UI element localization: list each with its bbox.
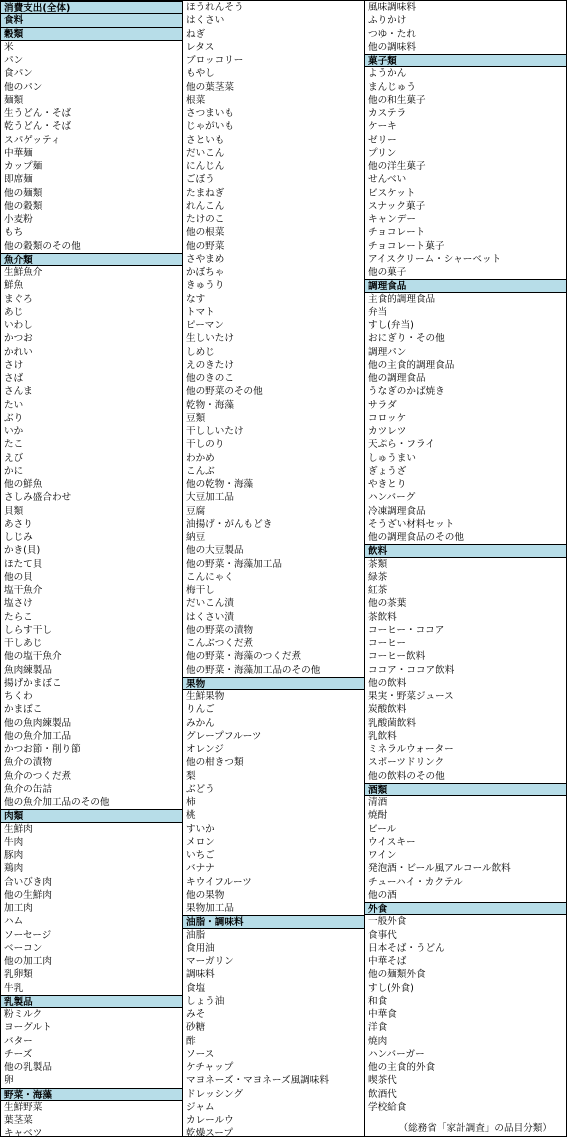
table-row: ゼリー (368, 134, 397, 146)
table-row: 他の酒 (368, 889, 397, 901)
table-row: 他の野菜・海藻加工品 (186, 558, 282, 570)
table-row: しらす干し (4, 624, 52, 636)
table-row: みかん (186, 717, 215, 729)
table-row: 豆類 (186, 412, 206, 424)
table-row: ぶどう (186, 783, 215, 795)
table-row: さけ (4, 359, 24, 371)
table-row: 和食 (368, 995, 388, 1007)
table-row: 魚介のつくだ煮 (4, 770, 72, 782)
table-row: せんべい (368, 174, 407, 186)
table-row: 他の果物 (186, 889, 225, 901)
table-row: グレープフルーツ (186, 730, 262, 742)
table-row: 炭酸飲料 (368, 704, 407, 716)
table-row: 他の野菜 (186, 240, 225, 252)
table-row: もやし (186, 68, 215, 80)
table-row: 即席麺 (4, 174, 33, 186)
table-row: 他の主食的外食 (368, 1062, 436, 1073)
table-row: ようかん (368, 68, 407, 80)
table-row: 紅茶 (368, 585, 388, 596)
table-row: 梅干し (186, 585, 215, 596)
table-row: 生しいたけ (186, 333, 234, 345)
table-row: レタス (186, 41, 215, 53)
table-row: 粉ミルク (4, 1009, 43, 1020)
table-row: 魚肉練製品 (4, 664, 52, 676)
table-row: 揚げかまぼこ (4, 677, 62, 689)
table-row: 他の麺類外食 (368, 969, 426, 981)
table-row: じゃがいも (186, 121, 234, 133)
table-row: 他の野菜・海藻加工品のその他 (186, 664, 321, 676)
table-row: 牛乳 (4, 982, 24, 994)
table-row: ベーコン (4, 942, 43, 954)
table-row: 他の根菜 (186, 227, 225, 239)
table-row: ぎょうざ (368, 465, 407, 477)
table-row: えのきたけ (186, 359, 234, 371)
table-row: 中華食 (368, 1009, 397, 1020)
table-row: コーヒー (368, 638, 406, 649)
table-row: 冷凍調理食品 (368, 505, 426, 517)
table-row: なす (186, 293, 206, 305)
table-row: 他の鮮魚 (4, 479, 43, 490)
table-row: 他の穀類のその他 (4, 240, 81, 252)
table-row: プリン (368, 147, 397, 159)
table-row: 乳飲料 (368, 730, 397, 742)
table-row: かつお (4, 333, 33, 345)
table-row: バナナ (186, 863, 215, 875)
table-row: 食事代 (368, 929, 397, 941)
table-row: 他の貝 (4, 571, 33, 583)
table-row: 生鮮野菜 (4, 1101, 43, 1113)
table-row: そうざい材料セット (368, 518, 455, 530)
table-row: 生鮮肉 (4, 823, 33, 835)
table-row: 他の麺類 (4, 187, 43, 199)
table-row: 魚介の缶詰 (4, 783, 52, 795)
table-row: 日本そば・うどん (368, 942, 445, 954)
table-row: 他のパン (4, 81, 43, 93)
table-row: たまねぎ (186, 187, 225, 199)
category-header: 魚介類 (1, 253, 182, 266)
table-row: 桃 (186, 810, 196, 822)
table-row: 発泡酒・ビール風アルコール飲料 (368, 863, 511, 875)
table-row: ちくわ (4, 691, 33, 702)
table-row: はくさい漬 (186, 611, 234, 623)
table-row: 他の調理食品 (368, 373, 426, 384)
table-row: カレールウ (186, 1115, 234, 1126)
table-row: 牛肉 (4, 836, 24, 848)
table-row: ぶり (4, 412, 24, 424)
table-row: ウイスキー (368, 836, 416, 848)
category-header: 食料 (1, 14, 182, 27)
table-row: 合いびき肉 (4, 876, 52, 888)
table-row: まぐろ (4, 293, 33, 305)
table-row: つゆ・たれ (368, 28, 416, 40)
table-row: ドレッシング (186, 1088, 244, 1100)
category-header: 消費支出(全体) (1, 1, 182, 14)
table-row: 他の魚介加工品のその他 (4, 797, 110, 808)
table-row: 他の飲料のその他 (368, 770, 445, 782)
table-row: 他の乾物・海藻 (186, 479, 254, 490)
table-row: かに (4, 465, 24, 477)
table-row: 果物加工品 (186, 903, 234, 914)
table-row: 豆腐 (186, 505, 206, 517)
table-row: たらこ (4, 611, 33, 623)
table-row: メロン (186, 836, 215, 848)
table-row: 根菜 (186, 94, 206, 106)
table-row: チョコレート菓子 (368, 240, 445, 252)
table-row: 乳卵類 (4, 969, 33, 981)
table-row: ハム (4, 916, 24, 928)
table-row: かつお節・削り節 (4, 744, 81, 755)
table-row: 酢 (186, 1035, 196, 1047)
table-row: 加工肉 (4, 903, 33, 914)
table-column-1 (1, 1, 183, 1140)
table-row: 小麦粉 (4, 214, 33, 225)
table-row: だいこん漬 (186, 598, 234, 610)
table-row: ハンバーグ (368, 492, 416, 504)
table-row: 他の穀類 (4, 200, 43, 212)
table-row: スポーツドリンク (368, 757, 445, 769)
table-row: たい (4, 399, 24, 411)
table-row: 果実・野菜ジュース (368, 691, 454, 702)
table-row: たけのこ (186, 214, 225, 225)
table-row: 調味料 (186, 969, 215, 981)
table-row: 他の魚介加工品 (4, 730, 72, 742)
table-row: こんぶ (186, 465, 215, 477)
table-row: 他の野菜のその他 (186, 386, 263, 398)
table-row: さといも (186, 134, 225, 146)
table-column-2 (183, 1, 365, 1140)
table-row: 干しあじ (4, 638, 43, 649)
table-row: コーヒー飲料 (368, 651, 426, 663)
table-row: 油脂 (186, 929, 206, 941)
table-row: 弁当 (368, 306, 388, 318)
table-row: 調理パン (368, 346, 407, 358)
table-row: 麺類 (4, 94, 24, 106)
table-row: さやまめ (186, 253, 225, 265)
table-row: すし(外食) (368, 982, 414, 994)
table-row: 他の加工肉 (4, 956, 52, 967)
table-row: ごぼう (186, 174, 215, 186)
table-row: 他の魚肉練製品 (4, 717, 72, 729)
table-row: キャンデー (368, 214, 416, 225)
table-row: だいこん (186, 147, 225, 159)
category-header: 乳製品 (1, 995, 182, 1008)
table-row: ビスケット (368, 187, 416, 199)
table-row: しょう油 (186, 995, 225, 1007)
table-row: 塩さけ (4, 598, 33, 610)
table-row: 他の野菜・海藻のつくだ煮 (186, 651, 302, 663)
table-row: もち (4, 227, 24, 239)
table-row: アイスクリーム・シャーベット (368, 253, 502, 265)
table-row: スナック菓子 (368, 200, 426, 212)
category-header: 油脂・調味料 (183, 915, 364, 928)
table-row: コーヒー・ココア (368, 624, 445, 636)
table-row: かまぼこ (4, 704, 43, 716)
table-row: スパゲッティ (4, 134, 61, 146)
table-row: ミネラルウォーター (368, 744, 454, 755)
table-row: カップ麺 (4, 161, 43, 172)
table-row: さしみ盛合わせ (4, 492, 72, 504)
table-row: チューハイ・カクテル (368, 876, 463, 888)
table-row: ココア・ココア飲料 (368, 664, 455, 676)
table-row: きゅうり (186, 280, 225, 292)
table-row: 学校給食 (368, 1101, 407, 1113)
table-row: 他の柑きつ類 (186, 757, 244, 769)
table-row: ジャム (186, 1101, 215, 1113)
table-row: 他の塩干魚介 (4, 651, 62, 663)
table-row: パン (4, 55, 24, 66)
table-row: トマト (186, 306, 215, 318)
table-row: ワイン (368, 850, 397, 861)
table-row: チョコレート (368, 227, 426, 239)
table-row: 卵 (4, 1075, 14, 1087)
table-row: 中華そば (368, 956, 407, 967)
table-row: 飲酒代 (368, 1088, 397, 1100)
table-row: かれい (4, 346, 33, 358)
table-row: キウイフルーツ (186, 876, 252, 888)
table-row: 茶類 (368, 558, 388, 570)
table-row: こんぶつくだ煮 (186, 638, 254, 649)
table-row: カツレツ (368, 426, 407, 437)
table-row: 貝類 (4, 505, 24, 517)
table-row: 他の和生菓子 (368, 94, 426, 106)
category-header: 菓子類 (365, 54, 566, 67)
table-row: ケーキ (368, 121, 397, 133)
table-row: 葉茎菜 (4, 1115, 33, 1126)
table-row: かぼちゃ (186, 267, 225, 278)
table-row: バター (4, 1035, 33, 1047)
table-row: りんご (186, 704, 215, 716)
category-header: 野菜・海藻 (1, 1088, 182, 1101)
table-row: すし(弁当) (368, 320, 414, 331)
category-header: 飲料 (365, 544, 566, 557)
table-row: 梨 (186, 770, 196, 782)
table-row: やきとり (368, 479, 407, 490)
table-row: 他の大豆製品 (186, 545, 244, 557)
table-row: いか (4, 426, 24, 437)
table-row: こんにゃく (186, 571, 234, 583)
table-row: 他の葉茎菜 (186, 81, 234, 93)
table-row: 食用油 (186, 942, 215, 954)
table-row: うなぎのかば焼き (368, 386, 445, 398)
table-row: サラダ (368, 399, 397, 411)
table-row: えび (4, 452, 24, 464)
table-row: 乾物・海藻 (186, 399, 234, 411)
table-row: おにぎり・その他 (368, 333, 445, 345)
table-row: 魚介の漬物 (4, 757, 52, 769)
table-row: ほうれんそう (186, 2, 244, 13)
table-row: あさり (4, 518, 33, 530)
table-row: 生鮮魚介 (4, 267, 43, 278)
table-row: 納豆 (186, 532, 206, 543)
table-row: 他のきのこ (186, 373, 234, 384)
table-row: 塩干魚介 (4, 585, 43, 596)
table-row: さつまいも (186, 108, 234, 119)
table-row: 他の乳製品 (4, 1062, 52, 1073)
table-row: 他の主食的調理食品 (368, 359, 455, 371)
table-row: いわし (4, 320, 33, 331)
table-row: はくさい (186, 15, 225, 27)
table-row: しめじ (186, 346, 215, 358)
table-row: れんこん (186, 200, 225, 212)
table-row: さば (4, 373, 24, 384)
table-row: まんじゅう (368, 81, 416, 93)
table-row: マーガリン (186, 956, 234, 967)
table-row: しゅうまい (368, 452, 416, 464)
table-row: ケチャップ (186, 1062, 234, 1073)
table-row: 風味調味料 (368, 2, 416, 13)
table-row: マヨネーズ・マヨネーズ風調味料 (186, 1075, 329, 1087)
table-row: かき(貝) (4, 545, 41, 557)
table-row: 清酒 (368, 797, 388, 808)
table-row: 焼肉 (368, 1035, 388, 1047)
table-row: 鮮魚 (4, 280, 24, 292)
table-row: 砂糖 (186, 1022, 206, 1034)
table-row: 他の生鮮肉 (4, 889, 52, 901)
table-row: ねぎ (186, 28, 206, 40)
table-row: 他の菓子 (368, 267, 407, 278)
table-row: 乾うどん・そば (4, 121, 72, 133)
table-row: 茶飲料 (368, 611, 397, 623)
table-row: ソーセージ (4, 929, 52, 941)
table-row: いちご (186, 850, 215, 861)
table-row: 緑茶 (368, 571, 388, 583)
table-row: すいか (186, 823, 215, 835)
category-header: 外食 (365, 902, 566, 915)
table-row: 大豆加工品 (186, 492, 234, 504)
table-row: 柿 (186, 797, 196, 808)
table-row: 主食的調理食品 (368, 293, 436, 305)
table-row: 天ぷら・フライ (368, 439, 435, 451)
table-row: 乾燥スープ (186, 1128, 234, 1140)
table-row: 鶏肉 (4, 863, 24, 875)
table-column-3 (365, 1, 566, 1136)
table-row: 油揚げ・がんもどき (186, 518, 273, 530)
category-header: 肉類 (1, 809, 182, 822)
table-row: さんま (4, 386, 33, 398)
table-row: 豚肉 (4, 850, 24, 861)
table-row: 喫茶代 (368, 1075, 397, 1087)
source-footnote: （総務省「家計調査」の品目分類） (398, 1123, 552, 1134)
table-row: ほたて貝 (4, 558, 43, 570)
table-row: コロッケ (368, 412, 407, 424)
table-row: みそ (186, 1009, 206, 1020)
table-row: たこ (4, 439, 24, 451)
table-row: ビール (368, 823, 397, 835)
category-header: 穀類 (1, 28, 182, 41)
table-row: 他の調理食品のその他 (368, 532, 464, 543)
table-row: 一般外食 (368, 916, 407, 928)
table-row: ソース (186, 1048, 215, 1060)
table-row: ヨーグルト (4, 1022, 52, 1034)
category-header: 酒類 (365, 783, 566, 796)
table-row: 洋食 (368, 1022, 388, 1034)
category-header: 調理食品 (365, 279, 566, 292)
table-row: 生鮮果物 (186, 691, 225, 702)
table-row: チーズ (4, 1048, 33, 1060)
table-row: しじみ (4, 532, 33, 543)
table-row: 焼酎 (368, 810, 388, 822)
table-row: 他の調味料 (368, 41, 416, 53)
table-row: 他の洋生菓子 (368, 161, 426, 172)
table-row: 食パン (4, 68, 33, 80)
table-row: 他の飲料 (368, 677, 407, 689)
table-row: オレンジ (186, 744, 224, 755)
table-row: 中華麺 (4, 147, 33, 159)
table-row: ブロッコリー (186, 55, 244, 66)
table-row: わかめ (186, 452, 215, 464)
table-row: 他の茶葉 (368, 598, 407, 610)
table-row: 生うどん・そば (4, 108, 72, 119)
table-row: キャベツ (4, 1128, 43, 1140)
table-row: 米 (4, 41, 14, 53)
table-row: 干しのり (186, 439, 225, 451)
table-row: 干ししいたけ (186, 426, 244, 437)
table-row: ピーマン (186, 320, 224, 331)
table-row: カステラ (368, 108, 407, 119)
table-row: ハンバーガー (368, 1048, 425, 1060)
table-row: 食塩 (186, 982, 206, 994)
table-row: 乳酸菌飲料 (368, 717, 416, 729)
table-row: 他の野菜の漬物 (186, 624, 254, 636)
category-header: 果物 (183, 677, 364, 690)
table-row: ふりかけ (368, 15, 407, 27)
table-row: にんじん (186, 161, 225, 172)
table-row: あじ (4, 306, 24, 318)
